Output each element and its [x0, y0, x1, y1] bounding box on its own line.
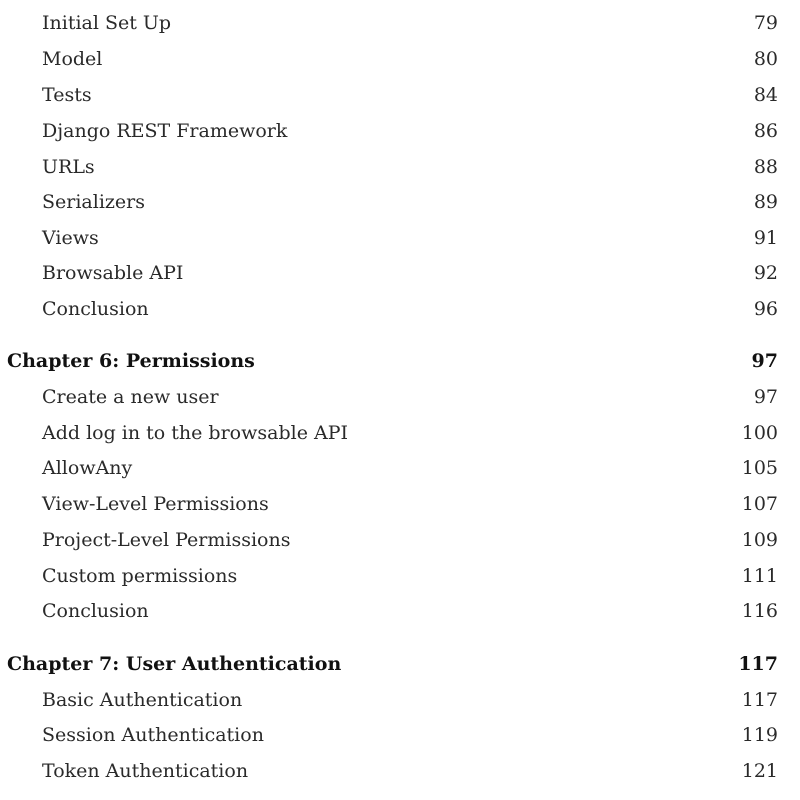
- toc-entry-page: 107: [741, 493, 778, 515]
- toc-entry[interactable]: [0, 382, 800, 412]
- toc-entry-title: Serializers: [42, 191, 145, 213]
- toc-entry-page: 88: [753, 156, 778, 178]
- toc-entry-title: Create a new user: [42, 386, 219, 408]
- toc-entry-page: 89: [753, 191, 778, 213]
- toc-entry-title: Basic Authentication: [42, 689, 243, 711]
- toc-chapter-heading[interactable]: [0, 649, 800, 679]
- toc-entry[interactable]: [0, 418, 800, 448]
- chapter-title: Chapter 7: User Authentication: [7, 653, 342, 675]
- toc-entry-title: Add log in to the browsable API: [42, 422, 348, 444]
- toc-entry-title: Token Authentication: [42, 760, 249, 782]
- chapter-page: 117: [738, 653, 778, 675]
- toc-entry[interactable]: [0, 223, 800, 253]
- toc-entry[interactable]: [0, 489, 800, 519]
- toc-entry[interactable]: [0, 258, 800, 288]
- toc-entry-title: View-Level Permissions: [42, 493, 269, 515]
- toc-entry-page: 84: [753, 84, 778, 106]
- toc-entry-page: 91: [753, 227, 778, 249]
- toc-entry-title: Model: [42, 48, 103, 70]
- toc-chapter-heading[interactable]: [0, 346, 800, 376]
- chapter-title: Chapter 6: Permissions: [7, 350, 255, 372]
- toc-entry-title: Django REST Framework: [42, 120, 288, 142]
- toc-entry-title: AllowAny: [42, 457, 133, 479]
- toc-entry-title: Conclusion: [42, 298, 149, 320]
- toc-entry-title: Tests: [42, 84, 92, 106]
- toc-entry[interactable]: [0, 187, 800, 217]
- toc-entry-title: Custom permissions: [42, 565, 238, 587]
- toc-entry[interactable]: [0, 152, 800, 182]
- toc-entry-page: 121: [741, 760, 778, 782]
- toc-entry[interactable]: [0, 294, 800, 324]
- toc-entry[interactable]: [0, 720, 800, 750]
- toc-entry-page: 97: [753, 386, 778, 408]
- toc-entry-page: 119: [741, 724, 778, 746]
- toc-entry-title: Conclusion: [42, 600, 149, 622]
- toc-entry-page: 100: [741, 422, 778, 444]
- toc-entry-page: 96: [753, 298, 778, 320]
- toc-entry[interactable]: [0, 453, 800, 483]
- toc-entry[interactable]: [0, 756, 800, 786]
- toc-entry-title: Browsable API: [42, 262, 184, 284]
- toc-entry-title: Views: [42, 227, 99, 249]
- toc-entry-page: 86: [753, 120, 778, 142]
- toc-entry[interactable]: [0, 596, 800, 626]
- toc-entry-page: 117: [741, 689, 778, 711]
- toc-entry-title: Project-Level Permissions: [42, 529, 291, 551]
- toc-entry-page: 116: [741, 600, 778, 622]
- toc-entry-page: 105: [741, 457, 778, 479]
- toc-entry[interactable]: [0, 116, 800, 146]
- toc-entry-page: 79: [753, 12, 778, 34]
- toc-entry[interactable]: [0, 525, 800, 555]
- toc-entry-page: 80: [753, 48, 778, 70]
- toc-entry[interactable]: [0, 8, 800, 38]
- toc-entry-title: Session Authentication: [42, 724, 264, 746]
- toc-entry-page: 111: [741, 565, 778, 587]
- toc-entry-title: Initial Set Up: [42, 12, 172, 34]
- toc-entry-page: 92: [753, 262, 778, 284]
- chapter-page: 97: [751, 350, 778, 372]
- toc-entry[interactable]: [0, 561, 800, 591]
- toc-entry[interactable]: [0, 44, 800, 74]
- toc-entry-title: URLs: [42, 156, 95, 178]
- toc-entry[interactable]: [0, 685, 800, 715]
- toc-entry-page: 109: [741, 529, 778, 551]
- toc-entry[interactable]: [0, 80, 800, 110]
